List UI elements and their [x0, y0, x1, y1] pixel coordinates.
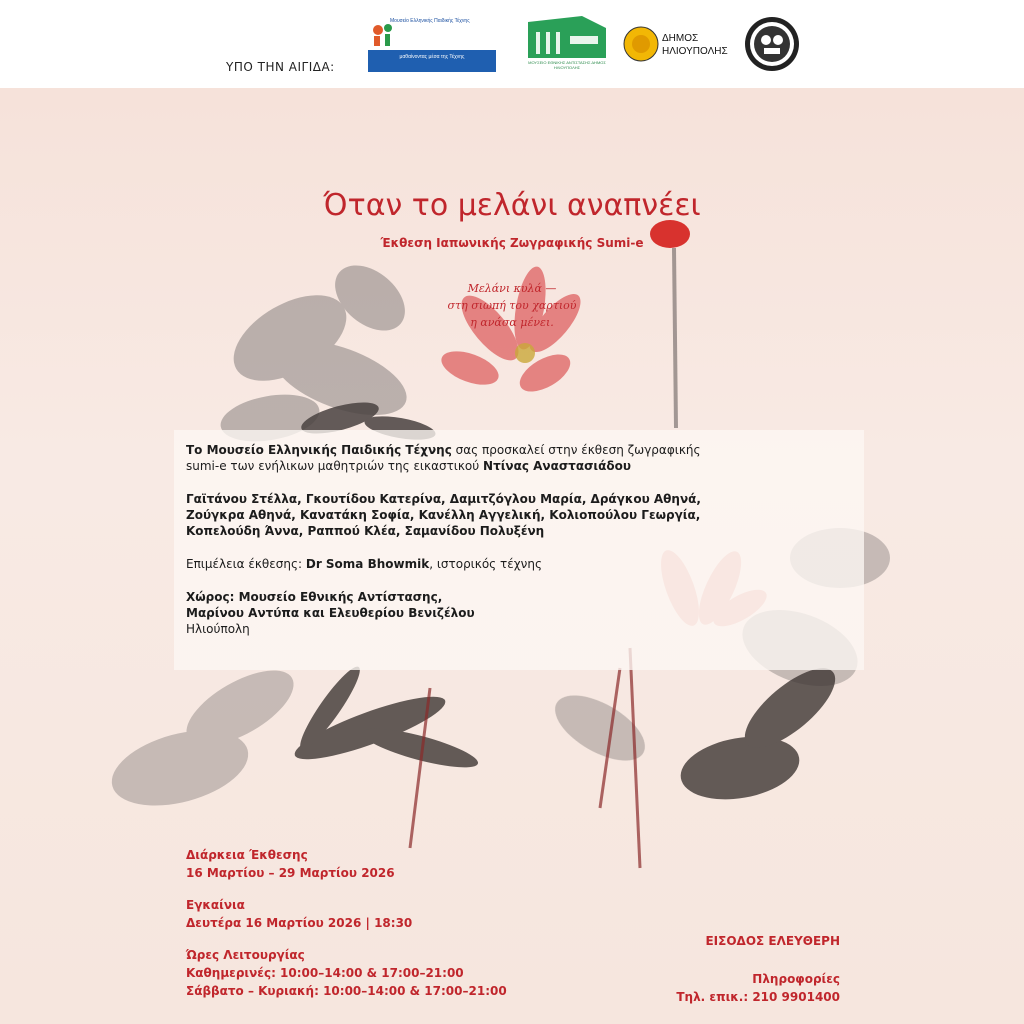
curator-name: Dr Soma Bhowmik — [305, 557, 430, 571]
opening-value: Δευτέρα 16 Μαρτίου 2026 | 18:30 — [186, 916, 413, 930]
haiku — [420, 280, 604, 331]
venue-name: Μουσείο Εθνικής Αντίστασης, — [238, 590, 443, 604]
teacher-name: Ντίνας Αναστασιάδου — [483, 459, 631, 473]
invitation-text: Το Μουσείο Ελληνικής Παιδικής Τέχνης σας προσκαλεί στην έκθεση ζωγραφικής sumi-e των ενήλικων μαθητριών της εικαστικού Ντίνας Αναστασιάδου — [186, 443, 701, 473]
exhibition-title: Όταν το μελάνι αναπνέει — [323, 188, 701, 223]
exhibition-info — [186, 442, 846, 637]
contact-label: Πληροφορίες — [752, 972, 840, 986]
duration-value: 16 Μαρτίου – 29 Μαρτίου 2026 — [186, 866, 395, 880]
opening-label: Εγκαίνια — [186, 898, 245, 912]
municipality-name: ΔΗΜΟΣ ΗΛΙΟΥΠΟΛΗΣ — [662, 33, 728, 57]
duration-label: Διάρκεια Έκθεσης — [186, 848, 308, 862]
hours-label: Ώρες Λειτουργίας — [186, 948, 305, 962]
contact-info — [640, 970, 840, 1006]
round-seal-logo — [744, 16, 800, 72]
greek-childrens-art-museum-logo — [368, 16, 496, 72]
haiku-line: Μελάνι κυλά — — [467, 282, 557, 295]
resistance-museum-caption: ΜΟΥΣΕΙΟ ΕΘΝΙΚΗΣ ΑΝΤΙΣΤΑΣΗΣ ΔΗΜΟΣ ΗΛΙΟΥΠΟΛΗΣ — [528, 60, 606, 70]
curator-line: Επιμέλεια έκθεσης: Dr Soma Bhowmik, ιστορικός τέχνης — [186, 557, 543, 571]
artists-line: Ζούγκρα Αθηνά, Κανατάκη Σοφία, Κανέλλη Αγγελική, Κολιοπούλου Γεωργία, — [186, 508, 701, 522]
venue-city: Ηλιούπολη — [186, 622, 250, 636]
haiku-line: στη σιωπή του χαρτιού — [447, 299, 577, 312]
aegis-label: ΥΠΟ ΤΗΝ ΑΙΓΙΔΑ: — [226, 60, 335, 74]
artists-list — [186, 491, 846, 539]
free-entry: ΕΙΣΟΔΟΣ ΕΛΕΥΘΕΡΗ — [705, 934, 840, 948]
artists-line: Γαϊτάνου Στέλλα, Γκουτίδου Κατερίνα, Δαμιτζόγλου Μαρία, Δράγκου Αθηνά, — [186, 492, 701, 506]
municipality-sun-logo — [622, 24, 734, 64]
contact-phone: Τηλ. επικ.: 210 9901400 — [676, 990, 840, 1004]
exhibition-subtitle: Έκθεση Ιαπωνικής Ζωγραφικής Sumi-e — [380, 236, 644, 250]
logo-museum-name: Μουσείο Ελληνικής Παιδικής Τέχνης — [390, 18, 470, 24]
hours-weekend: Σάββατο – Κυριακή: 10:00–14:00 & 17:00–21:00 — [186, 984, 507, 998]
museum-name: Το Μουσείο Ελληνικής Παιδικής Τέχνης — [186, 443, 452, 457]
sponsor-header — [0, 0, 1024, 88]
venue: Χώρος: Μουσείο Εθνικής Αντίστασης, Μαρίνου Αντύπα και Ελευθερίου Βενιζέλου Ηλιούπολη — [186, 590, 475, 636]
venue-address: Μαρίνου Αντύπα και Ελευθερίου Βενιζέλου — [186, 606, 475, 620]
national-resistance-museum-logo — [522, 14, 612, 78]
logo-museum-caption: μαθαίνοντας μέσα της Τέχνης — [399, 54, 465, 60]
hours-weekdays: Καθημερινές: 10:00–14:00 & 17:00–21:00 — [186, 966, 464, 980]
schedule — [186, 846, 606, 1000]
artists-line: Κοπελούδη Άννα, Ραππού Κλέα, Σαμανίδου Πολυξένη — [186, 524, 545, 538]
haiku-line: η ανάσα μένει. — [470, 316, 554, 329]
